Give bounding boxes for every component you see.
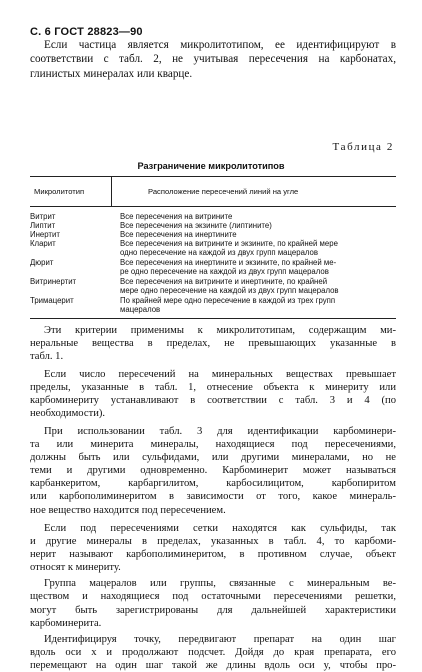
row-desc-line: По крайней мере одно пересечение в каждой из трех групп xyxy=(120,296,336,305)
para-line: пределы, указанные в табл. 1, отнесение объекта к минериту или xyxy=(30,382,396,394)
table-col2-header: Расположение пересечений линий на угле xyxy=(148,187,299,196)
row-name: Витринертит xyxy=(30,277,77,286)
row-name: Инертит xyxy=(30,230,60,239)
para-line: Если число пересечений на минеральных веществах превышает xyxy=(44,369,396,380)
para-line: и другие минералы в пределах, указанных в табл. 4, то карбоми- xyxy=(30,536,396,548)
para-line: карбанкеритом, карбаргилитом, карбосилицитом, карбопиритом xyxy=(30,478,396,490)
para-line: теми и другими одновременно. Карбоминерит может называться xyxy=(30,465,396,477)
row-name: Витрит xyxy=(30,212,56,221)
para-line: ное вещество находится под пересечением. xyxy=(30,504,226,516)
row-desc-line: ре одно пересечение на каждой из двух групп мацералов xyxy=(120,266,329,276)
para-line: карбоминерита. xyxy=(30,617,102,629)
table-label: Таблица 2 xyxy=(332,141,394,153)
para-line: Если под пересечениями сетки находятся как сульфиды, так xyxy=(44,523,396,534)
row-name: Липтит xyxy=(30,221,56,230)
para-line: та или минерита минералы, находящиеся под пересечениями, xyxy=(30,439,396,451)
para-line: Эти критерии применимы к микролитотипам, содержащим ми- xyxy=(44,325,396,336)
body-paragraph-2 xyxy=(30,368,396,420)
body-paragraph-5 xyxy=(30,577,396,629)
row-desc-line: Все пересечения на инертините и экзините, по крайней ме- xyxy=(120,258,337,267)
body-paragraph-6 xyxy=(30,633,396,672)
para-line: ществом и находящиеся под остаточными пересечениями решетки, xyxy=(30,591,396,603)
table-header-divider xyxy=(111,176,112,206)
para-line: табл. 1. xyxy=(30,351,64,363)
intro-paragraph xyxy=(30,38,396,81)
para-line: должны быть или сульфидами, или другими минералами, но не xyxy=(30,452,396,464)
para-line: перемещают на один шаг такой же длины вдоль оси y, чтобы про- xyxy=(30,659,396,671)
para-line: нерит называют карбополиминеритом, в противном случае, объект xyxy=(30,549,396,561)
para-line: или карбополиминеритом в зависимости от того, какое минераль- xyxy=(30,491,396,503)
body-paragraph-4 xyxy=(30,522,396,574)
row-desc-line: мацералов xyxy=(120,304,161,314)
para-line: вдоль оси x и продолжают подсчет. Дойдя до края препарата, его xyxy=(30,646,396,658)
row-desc-line: Все пересечения на витрините и инертините, по крайней xyxy=(120,277,328,286)
row-desc-line: одно пересечение на каждой из двух групп мацералов xyxy=(120,247,319,257)
row-name: Дюрит xyxy=(30,258,54,267)
row-desc-line: Все пересечения на витрините xyxy=(120,212,233,221)
para-line: карбоминериту устанавливают в соответствии с табл. 3 и 4 (по xyxy=(30,395,396,407)
body-paragraph-1 xyxy=(30,324,396,363)
table-bottom-rule xyxy=(30,318,396,319)
row-desc xyxy=(120,278,394,295)
row-desc-line: Все пересечения на инертините xyxy=(120,230,237,239)
body-paragraph-3 xyxy=(30,425,396,517)
para-line: могут быть зарегистрированы для дальнейшей характеристики xyxy=(30,604,396,616)
row-name: Тримацерит xyxy=(30,296,74,305)
row-desc-line: мере одно пересечение на каждой из двух групп мацералов xyxy=(120,285,339,295)
row-desc-line: Все пересечения на экзините (липтините) xyxy=(120,221,272,230)
intro-line-3: глинистых минералах или кварце. xyxy=(30,67,193,80)
table-header-rule xyxy=(30,206,396,207)
row-name: Кларит xyxy=(30,239,56,248)
para-line: Идентифицируя точку, передвигают препарат на один шаг xyxy=(44,633,396,645)
para-line: Группа мацералов или группы, связанные с минеральным ве- xyxy=(44,578,396,590)
table-top-rule xyxy=(30,176,396,177)
row-desc-line: Все пересечения на витрините и экзините, по крайней мере xyxy=(120,239,338,248)
table-col1-header: Микролитотип xyxy=(34,187,85,196)
row-desc xyxy=(120,297,394,314)
row-desc xyxy=(120,240,394,257)
para-line: При использовании табл. 3 для идентификации карбоминери- xyxy=(44,426,396,437)
para-line: неральные вещества в пределах, не превышающих указанные в xyxy=(30,338,396,350)
table-title: Разграничение микролитотипов xyxy=(137,161,285,171)
intro-line-1: Если частица является микролитотипом, ее идентифицируют в xyxy=(44,39,396,51)
para-line: необходимости). xyxy=(30,408,106,420)
para-line: относят к минериту. xyxy=(30,562,121,574)
row-desc xyxy=(120,259,394,276)
page-header: С. 6 ГОСТ 28823—90 xyxy=(30,26,143,38)
intro-line-2: соответствии с табл. 2, не учитывая пересечения на карбонатах, xyxy=(30,53,396,66)
